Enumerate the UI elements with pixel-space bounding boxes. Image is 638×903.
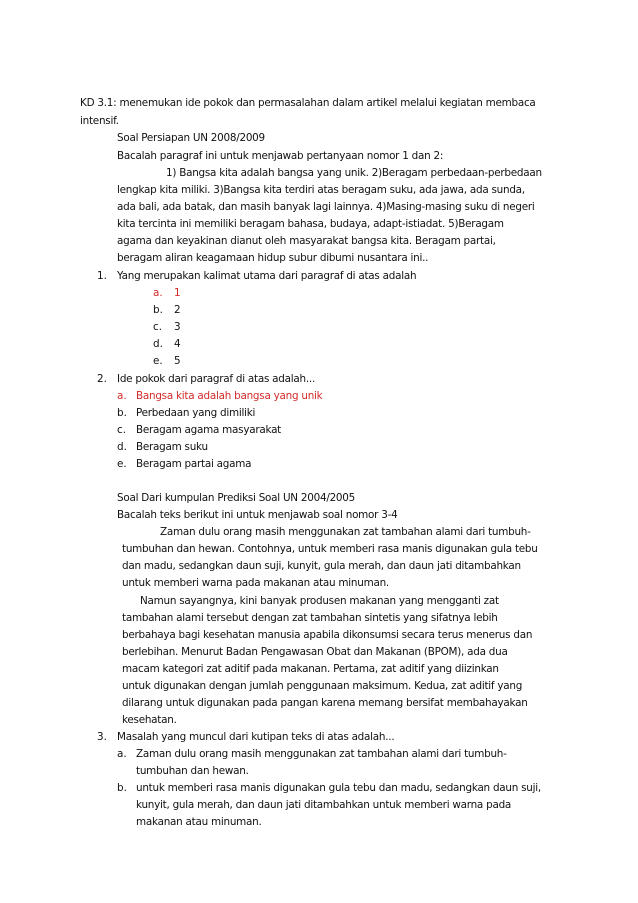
section1-paragraph-line: agama dan keyakinan dianut oleh masyarakat bangsa kita. Beragam partai, <box>117 235 496 247</box>
question2-option-letter: e. <box>117 458 127 470</box>
question2-number: 2. <box>97 373 107 385</box>
section2-paragraph2-line: dilarang untuk digunakan pada pangan karena memang bersifat membahayakan <box>122 697 528 709</box>
question3-option-a-line: Zaman dulu orang masih menggunakan zat tambahan alami dari tumbuh- <box>136 748 507 760</box>
section1-paragraph-line: 1) Bangsa kita adalah bangsa yang unik. 2)Beragam perbedaan-perbedaan <box>166 167 542 179</box>
question3-text: Masalah yang muncul dari kutipan teks di atas adalah... <box>117 731 395 743</box>
section1-paragraph-line: ada bali, ada batak, dan masih banyak lagi lainnya. 4)Masing-masing suku di negeri <box>117 201 535 213</box>
section2-paragraph2-line: Namun sayangnya, kini banyak produsen makanan yang mengganti zat <box>140 595 499 607</box>
section2-paragraph2-line: berbahaya bagi kesehatan manusia apabila dikonsumsi secara terus menerus dan <box>122 629 533 641</box>
question1-option-letter: c. <box>153 321 163 333</box>
question2-text: Ide pokok dari paragraf di atas adalah... <box>117 373 315 385</box>
section2-paragraph2-line: berlebihan. Menurut Badan Pengawasan Obat dan Makanan (BPOM), ada dua <box>122 646 508 658</box>
question3-option-b-line: makanan atau minuman. <box>136 816 262 828</box>
question1-option-letter: e. <box>153 355 163 367</box>
question2-option-b: Perbedaan yang dimiliki <box>136 407 256 419</box>
question1-option-c: 3 <box>174 321 181 333</box>
question1-option-b: 2 <box>174 304 181 316</box>
question1-text: Yang merupakan kalimat utama dari paragraf di atas adalah <box>117 270 417 282</box>
section2-title: Soal Dari kumpulan Prediksi Soal UN 2004/2005 <box>117 492 356 504</box>
section2-paragraph2-line: untuk digunakan dengan jumlah penggunaan maksimum. Kedua, zat aditif yang <box>122 680 523 692</box>
question2-option-letter: d. <box>117 441 127 453</box>
section2-instruction: Bacalah teks berikut ini untuk menjawab soal nomor 3-4 <box>117 509 398 521</box>
question3-option-b-line: untuk memberi rasa manis digunakan gula tebu dan madu, sedangkan daun suji, <box>136 782 541 794</box>
question2-option-d: Beragam suku <box>136 441 208 453</box>
section2-paragraph2-line: macam kategori zat aditif pada makanan. Pertama, zat aditif yang diizinkan <box>122 663 499 675</box>
question1-option-a-answer: 1 <box>174 287 181 299</box>
section1-title: Soal Persiapan UN 2008/2009 <box>117 132 265 144</box>
question1-option-e: 5 <box>174 355 181 367</box>
question1-option-letter: a. <box>153 287 163 299</box>
kd-heading-line1: KD 3.1: menemukan ide pokok dan permasalahan dalam artikel melalui kegiatan membaca <box>80 97 536 109</box>
question1-option-letter: d. <box>153 338 163 350</box>
question3-number: 3. <box>97 731 107 743</box>
question2-option-letter: c. <box>117 424 127 436</box>
question1-number: 1. <box>97 270 107 282</box>
section1-paragraph-line: kita tercinta ini memiliki beragam bahasa, budaya, adapt-istiadat. 5)Beragam <box>117 218 504 230</box>
question2-option-letter: b. <box>117 407 127 419</box>
section2-paragraph2-line: kesehatan. <box>122 714 177 726</box>
section1-paragraph-line: lengkap kita miliki. 3)Bangsa kita terdiri atas beragam suku, ada jawa, ada sunda, <box>117 184 525 196</box>
question2-option-c: Beragam agama masyarakat <box>136 424 282 436</box>
section2-paragraph2-line: tambahan alami tersebut dengan zat tambahan sintetis yang sifatnya lebih <box>122 612 498 624</box>
section2-paragraph1-line: Zaman dulu orang masih menggunakan zat tambahan alami dari tumbuh- <box>160 526 531 538</box>
question3-option-letter: a. <box>117 748 127 760</box>
section1-instruction: Bacalah paragraf ini untuk menjawab pertanyaan nomor 1 dan 2: <box>117 150 444 162</box>
question2-option-letter: a. <box>117 390 127 402</box>
question3-option-a-line: tumbuhan dan hewan. <box>136 765 249 777</box>
section2-paragraph1-line: dan madu, sedangkan daun suji, kunyit, gula merah, dan daun jati ditambahkan <box>122 560 521 572</box>
question1-option-d: 4 <box>174 338 181 350</box>
section2-paragraph1-line: untuk memberi warna pada makanan atau minuman. <box>122 577 389 589</box>
section2-paragraph1-line: tumbuhan dan hewan. Contohnya, untuk memberi rasa manis digunakan gula tebu <box>122 543 538 555</box>
kd-heading-line2: intensif. <box>80 115 119 127</box>
question2-option-e: Beragam partai agama <box>136 458 252 470</box>
question1-option-letter: b. <box>153 304 163 316</box>
question2-option-a-answer: Bangsa kita adalah bangsa yang unik <box>136 390 323 402</box>
question3-option-letter: b. <box>117 782 127 794</box>
section1-paragraph-line: beragam aliran keagamaan hidup subur dibumi nusantara ini.. <box>117 252 429 264</box>
question3-option-b-line: kunyit, gula merah, dan daun jati ditambahkan untuk memberi warna pada <box>136 799 512 811</box>
